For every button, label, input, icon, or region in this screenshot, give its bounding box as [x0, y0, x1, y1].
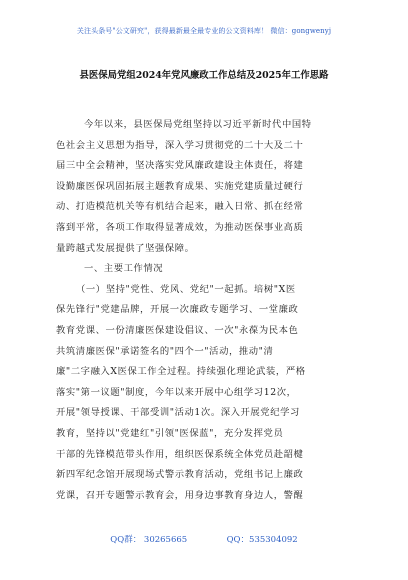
body-line-3: 届三中全会精神，坚决落实党风廉政建设主体责任，将建: [56, 160, 304, 172]
body-line-1: 今年以来，县医保局党组坚持以习近平新时代中国特: [84, 119, 312, 130]
body-line-7: 量跨越式发展提供了坚强保障。: [56, 242, 195, 254]
body-line-15: 开展"领导授课、干部受训"活动1次。深入开展党纪学习: [56, 407, 300, 419]
body-line-6: 落到平常，各项工作取得显著成效，为推动医保事业高质: [56, 221, 304, 233]
body-line-17: 干部的先锋模范带头作用，组织医保系统全体党员赴韶楗: [56, 448, 304, 460]
document-title: 县医保局党组2024年党风廉政工作总结及2025年工作思路: [79, 70, 329, 81]
body-line-5: 动、打造模范机关等有机结合起来，融入日常、抓在经常: [56, 201, 304, 213]
body-line-2: 色社会主义思想为指导，深入学习贯彻党的二十大及二十: [56, 139, 304, 151]
body-line-14: 落实"第一议题"制度，今年以来开展中心组学习12次，: [56, 386, 297, 398]
footer-qq-number[interactable]: QQ：535304092: [226, 535, 298, 545]
body-line-4: 设勤廉医保巩固拓展主题教育成果、实施党建质量过硬行: [56, 180, 304, 192]
body-line-10: 保先锋行"党建品牌，开展一次廉政专题学习、一堂廉政: [56, 304, 299, 316]
body-line-11: 教育党课、一份清廉医保建设倡议、一次"永葆为民本色: [56, 324, 299, 336]
body-line-18: 新四军纪念馆开展现场式警示教育活动，党组书记上廉政: [56, 469, 304, 481]
body-line-13: 廉"二字融入X医保工作全过程。持续强化理论武装，严格: [56, 366, 306, 378]
header-banner[interactable]: 关注头条号"公文研究"，获得最新最全最专业的公文资料库！ 微信：gongwenyj: [76, 27, 332, 35]
section-heading: 一、主要工作情况: [84, 263, 164, 275]
body-line-19: 党课，召开专题警示教育会，用身边事教育身边人，警醒: [56, 489, 304, 501]
document-body: [56, 115, 356, 506]
body-line-16: 教育，坚持以"党建红"引领"医保蓝"，充分发挥党员: [56, 427, 284, 439]
footer-qq-group[interactable]: QQ群： 30265665: [110, 535, 188, 545]
footer-contact: [0, 533, 408, 545]
subsection-heading-line: （一）坚持"党性、党风、党纪"一起抓。培树"X医: [76, 283, 296, 295]
body-line-12: 共筑清廉医保"承诺签名的"四个一"活动，推动"清: [56, 345, 274, 357]
